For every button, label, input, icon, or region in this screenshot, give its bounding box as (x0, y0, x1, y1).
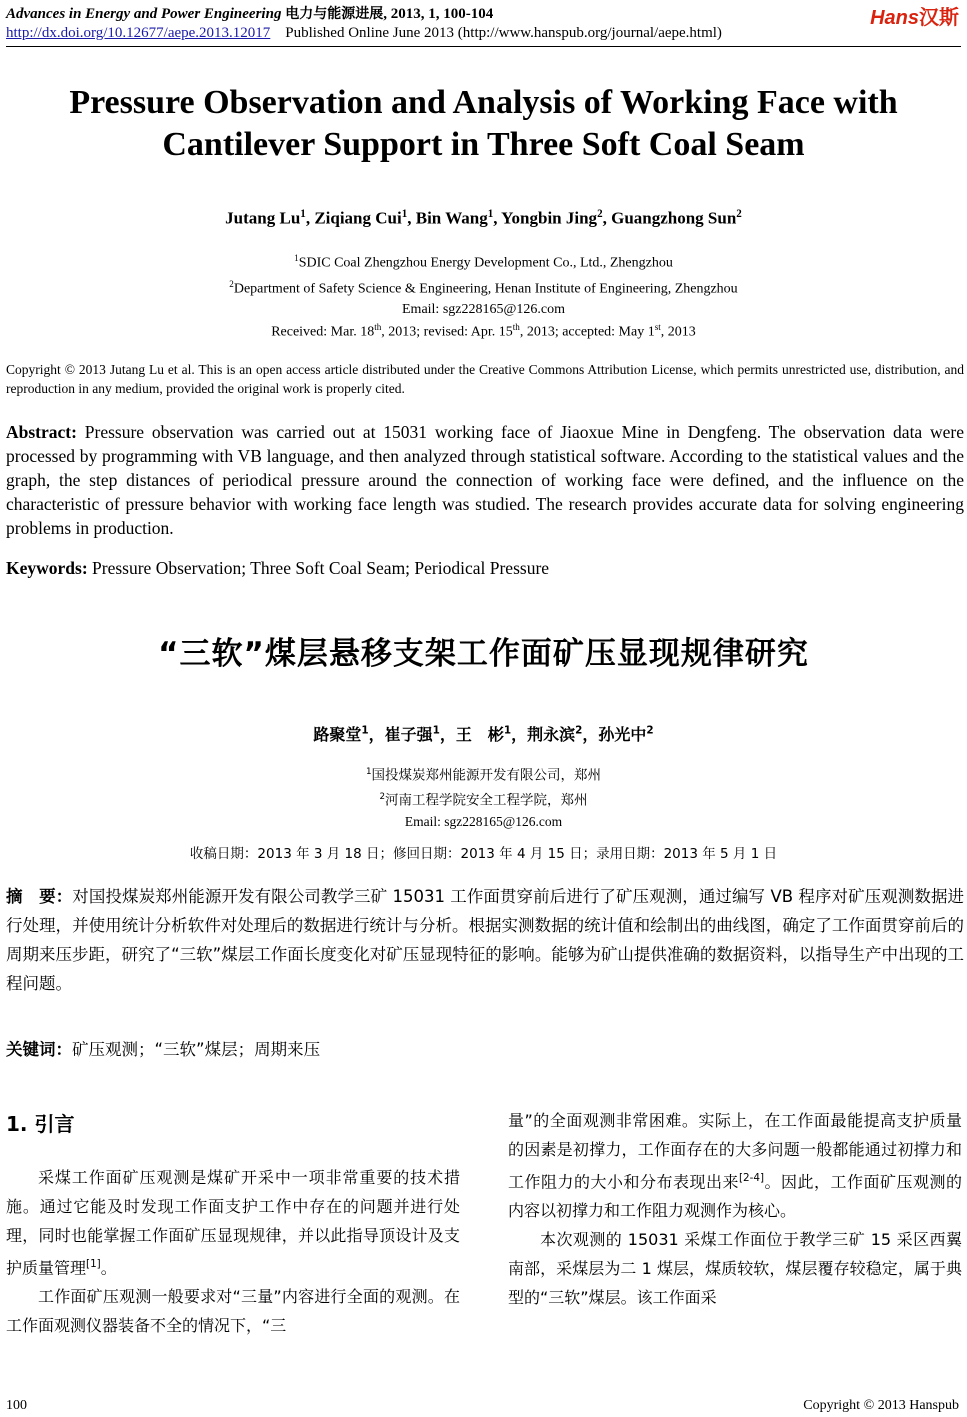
abstract-en (6, 420, 964, 540)
paragraph: 本次观测的 15031 采煤工作面位于教学三矿 15 采区西翼南部，采煤层为二 1 煤层，煤质较软，煤层覆存较稳定，属于典型的“三软”煤层。该工作面采 (508, 1230, 962, 1308)
author-cn: 崔子强 (384, 725, 433, 744)
abstract-cn (6, 882, 964, 998)
journal-header (6, 3, 493, 23)
doi-line (6, 25, 722, 42)
citation-ref: [1] (86, 1258, 101, 1270)
citation-ref: [2-4] (738, 1172, 765, 1184)
keywords-cn (6, 1036, 964, 1060)
author: Bin Wang (415, 208, 488, 228)
affiliation-cn-2: $^2$河南工程学院安全工程学院，郑州 (379, 791, 588, 808)
email-en: Email: sgz228165@126.com (402, 302, 565, 318)
abstract-cn-text: 对国投煤炭郑州能源开发有限公司教学三矿 15031 工作面贯穿前后进行了矿压观测，通过编写 VB 程序对矿压观测数据进行处理，并使用统计分析软件对处理后的数据进行统计与分析。根据实测数据的统计值和绘制出的曲线图，确定了工作面贯穿前后的周期来压步距，研究了“三软”煤层工作面长度变化对矿压显现特征的影响。能够为矿山提供准确的数据资料，以指导生产中出现的工程问题。 (6, 887, 965, 993)
keywords-en (6, 558, 964, 579)
abstract-label: Abstract: (6, 422, 77, 442)
paper-title-cn: “三软”煤层悬移支架工作面矿压显现规律研究 (158, 636, 809, 672)
paragraph: 量”的全面观测非常困难。实际上，在工作面最能提高支护质量的因素是初撑力，工作面存在的大多问题一般都能通过初撑力和工作阻力的大小和分布表现出来[2-4]。因此，工作面矿压观测的内容以初撑力和工作阻力观测作为核心。 (508, 1111, 962, 1221)
author: Yongbin Jing (501, 208, 598, 228)
author-sup: 1 (401, 208, 408, 220)
authors-cn: 路聚堂$^1$，崔子强$^1$，王 彬$^1$，荆永滨$^2$，孙光中$^2$ (313, 724, 654, 744)
authors-en: Jutang Lu$^1$, Ziqiang Cui$^1$, Bin Wang$^1$, Yongbin Jing$^2$, Guangzhong Sun$^2$ (225, 208, 742, 228)
hans-logo (870, 1, 959, 30)
right-column (508, 1106, 962, 1312)
abstract-text: Pressure observation was carried out at 15031 working face of Jiaoxue Mine in Dengfeng. The observation data were processed by programming with VB language, and then analyzed through statistical software. According to the statistical values and the graph, the step distances of periodical pressure around the connection of working face were defined, and the influence on the characteristic of pressure behavior with working face length was studied. The research provides accurate data for solving engineering problems in production. (6, 422, 965, 538)
author-sup: 1 (487, 208, 494, 220)
journal-citation: , 2013, 1, 100-104 (383, 6, 494, 22)
journal-name-en: Advances in Energy and Power Engineering (6, 6, 282, 22)
published-online: Published Online June 2013 (http://www.hanspub.org/journal/aepe.html) (285, 25, 722, 41)
paragraph: 采煤工作面矿压观测是煤矿开采中一项非常重要的技术措施。通过它能及时发现工作面支护工作中存在的问题并进行处理，同时也能掌握工作面矿压显现规律，并以此指导顶设计及支护质量管理[1]。 (6, 1168, 460, 1278)
author-cn: 王 彬 (455, 725, 504, 744)
header-divider (6, 46, 961, 47)
author: Guangzhong Sun (611, 208, 737, 228)
affiliations-en (0, 248, 967, 320)
journal-name-cn: 电力与能源进展 (285, 6, 384, 22)
affiliation-1: $^1$SDIC Coal Zhengzhou Energy Development Co., Ltd., Zhengzhou (294, 253, 673, 271)
title-en-line-1: Pressure Observation and Analysis of Working Face with (69, 84, 898, 121)
left-column (6, 1163, 460, 1340)
paper-title-en (0, 82, 967, 166)
author-cn: 路聚堂 (313, 725, 362, 744)
section-heading: 1. 引言 (6, 1112, 75, 1136)
keywords-text: Pressure Observation; Three Soft Coal Seam; Periodical Pressure (92, 558, 550, 578)
copyright-notice: Copyright © 2013 Jutang Lu et al. This is an open access article distributed under the Creative Commons Attribution License, which permits unrestricted use, distribution, and reproduction in any medium, provided the original work is properly cited. (6, 362, 964, 396)
doi-link[interactable]: http://dx.doi.org/10.12677/aepe.2013.12017 (6, 25, 271, 41)
page-number: 100 (6, 1398, 27, 1413)
author-sup: 1 (300, 208, 306, 220)
email-cn: Email: sgz228165@126.com (404, 814, 563, 829)
keywords-label: Keywords: (6, 558, 88, 578)
keywords-cn-text: 矿压观测；“三软”煤层；周期来压 (72, 1040, 321, 1059)
author-sup: 2 (597, 208, 603, 220)
affiliation-cn-1: $^1$国投煤炭郑州能源开发有限公司，郑州 (365, 767, 602, 784)
abstract-cn-label: 摘 要： (6, 887, 73, 906)
logo-text-en: Hans (870, 7, 919, 29)
author-cn: 孙光中 (598, 725, 647, 744)
author-cn: 荆永滨 (527, 725, 576, 744)
dates-cn: 收稿日期：2013 年 3 月 18 日；修回日期：2013 年 4 月 15 日；录用日期：2013 年 5 月 1 日 (189, 846, 778, 862)
author: Ziqiang Cui (314, 208, 402, 228)
keywords-cn-label: 关键词： (6, 1040, 72, 1059)
logo-text-cn: 汉斯 (919, 7, 959, 29)
title-en-line-2: Cantilever Support in Three Soft Coal Seam (162, 126, 805, 163)
affiliation-2: $^2$Department of Safety Science & Engineering, Henan Institute of Engineering, Zhengzhou (229, 278, 738, 297)
paragraph: 工作面矿压观测一般要求对“三量”内容进行全面的观测。在工作面观测仪器装备不全的情况下，“三 (6, 1287, 460, 1336)
author: Jutang Lu (225, 208, 301, 228)
affiliations-cn (0, 762, 967, 832)
dates-en: Received: Mar. 18th, 2013; revised: Apr. 15th, 2013; accepted: May 1st, 2013 (271, 322, 696, 340)
author-sup: 2 (736, 208, 742, 220)
footer-copyright: Copyright © 2013 Hanspub (803, 1398, 959, 1413)
